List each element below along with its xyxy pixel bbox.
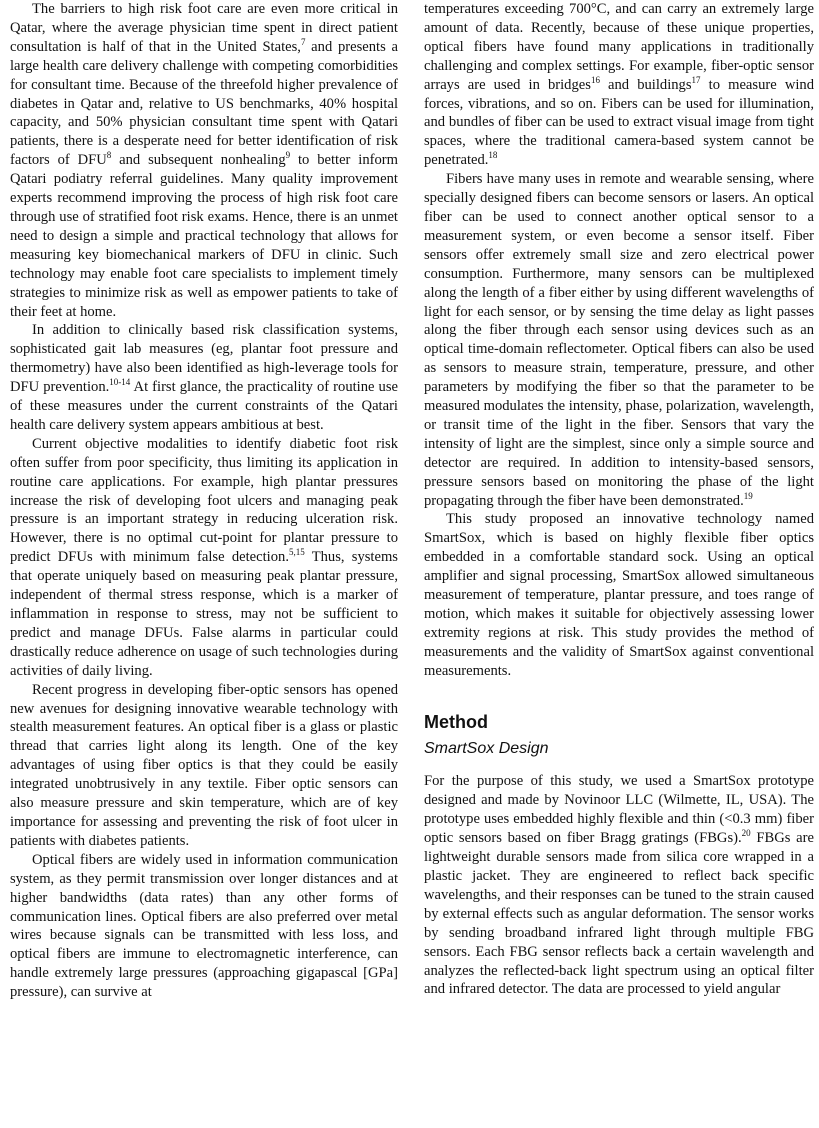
section-heading: Method xyxy=(424,711,488,732)
paragraph: Optical fibers are widely used in information communication system, as they permit transmission over longer distances and at higher bandwidths (data rates) than any other forms of communication lines. Optical fibers are also preferred over metal wires because signals can be transmitted with less loss, and optical fibers are immune to electromagnetic interference, can handle extremely large pressures (approaching gigapascal [GPa] pressure), can survive at xyxy=(10,851,398,1001)
citation: 19 xyxy=(743,490,753,501)
citation: 8 xyxy=(106,150,112,161)
right-column xyxy=(424,0,814,999)
paragraph: In addition to clinically based risk classification systems, sophisticated gait lab measures (eg, plantar foot pressure and thermometry) have also been identified as high-leverage tools for DFU prevention.$^{10-14}$ At first glance, the practicality of routine use of these measures under the current constraints of the Qatari health care delivery system appears ambitious at best. xyxy=(10,322,398,433)
paragraph: This study proposed an innovative technology named SmartSox, which is based on highly flexible fiber optics embedded in a comfortable standard sock. Using an optical amplifier and signal processing, SmartSox allowed simultaneous measurement of temperature, plantar pressure, and toes range of motion, which makes it suitable for objectively assessing lower extremity regions at risk. This study provides the method of measurements and the validity of SmartSox against conventional measurements. xyxy=(424,511,814,679)
citation: 10-14 xyxy=(109,377,131,388)
citation: 17 xyxy=(691,74,701,85)
left-column xyxy=(10,0,398,1002)
citation: 20 xyxy=(741,828,751,839)
citation: 7 xyxy=(300,36,306,47)
paragraph: Fibers have many uses in remote and wearable sensing, where specially designed fibers can become sensors or lasers. An optical fiber can be used to connect another optical sensor to a measurement system, or even become a sensor itself. Fiber sensors offer extremely small size and zero electrical power consumption. Furthermore, many sensors can be multiplexed along the length of a fiber either by using different wavelengths of light for each sensor, or by sensing the time delay as light passes along the fiber through each sensor using devices such as an optical time-domain reflectometer. Optical fibers can also be used as sensors to measure strain, temperature, pressure, and other parameters by modifying the fiber so that the parameter to be measured modulates the intensity, phase, polarization, wavelength, or transit time of the light in the fiber. Sensors that vary the intensity of light are the simplest, since only a simple source and detector are required. In addition to intensity-based sensors, pressure sensors based on monitoring the phase of the light propagating through the fiber have been demonstrated.$^{19}$ xyxy=(424,171,814,509)
subsection-heading: SmartSox Design xyxy=(424,739,549,757)
paragraph: Current objective modalities to identify diabetic foot risk often suffer from poor specificity, thus limiting its application in routine care applications. For example, high plantar pressures increase the risk of developing foot ulcers and managing peak pressure is an important strategy in reducing ulceration risk. However, there is no optimal cut-point for plantar pressure to predict DFUs with minimum false detection.$^{5,15}$ Thus, systems that operate uniquely based on measuring peak plantar pressure, independent of thermal stress response, which is a marker of inflammation in response to stress, may not be sufficient to predict and manage DFUs. False alarms in particular could drastically reduce adherence on usage of such technologies during activities of daily living. xyxy=(10,435,398,679)
citation: 9 xyxy=(285,150,291,161)
paragraph: For the purpose of this study, we used a SmartSox prototype designed and made by Novinoor LLC (Wilmette, IL, USA). The prototype uses embedded highly flexible and thin (<0.3 mm) fiber optic sensors based on fiber Bragg gratings (FBGs).$^{20}$ FBGs are lightweight durable sensors made from silica core wrapped in a plastic jacket. They are engineered to reflect back specific wavelengths, and their responses can be tuned to the strain caused by external effects such as angular deformation. The sensor works by sending broadband infrared light through multiple FBG sensors. Each FBG sensor reflects back a certain wavelength and analyzes the reflected-back light spectrum using an optical filter and infrared detector. The data are processed to yield angular xyxy=(424,773,814,998)
paragraph: temperatures exceeding 700°C, and can carry an extremely large amount of data. Recently, because of these unique properties, optical fibers have found many applications in traditionally challenging and complex settings. For example, fiber-optic sensor arrays are used in bridges$^{16}$ and buildings$^{17}$ to measure wind forces, vibrations, and so on. Fibers can be used for illumination, and bundles of fiber can be used to extract visual image from tight spaces, where the traditional camera-based system cannot be penetrated.$^{18}$ xyxy=(424,1,815,169)
citation: 16 xyxy=(590,74,600,85)
paragraph: The barriers to high risk foot care are even more critical in Qatar, where the average physician time spent in direct patient consultation is half of that in the United States,$^7$ and presents a large health care delivery challenge with competing comorbidities for consultant time. Because of the threefold higher prevalence of diabetes in Qatar and, relative to US benchmarks, 40% hospital capacity, and 50% physician consultant time spent with Qatari patients, there is a desperate need for better identification of risk factors of DFU$^8$ and subsequent nonhealing$^9$ to better inform Qatari podiatry referral guidelines. Many quality improvement experts recommend improving the process of high risk foot care through use of stratified foot risk exams. Hence, there is an unmet need to design a simple and practical technology that allows for measuring key biomechanical markers of DFU in clinic. Such technology may enable foot care specialists to implement timely strategies to minimize risk as well as empower patients to take of their feet at home. xyxy=(10,1,398,320)
citation: 5,15 xyxy=(288,547,305,558)
citation: 18 xyxy=(488,150,498,161)
paragraph: Recent progress in developing fiber-optic sensors has opened new avenues for designing innovative wearable technology with stealth measurement features. An optical fiber is a glass or plastic thread that carries light along its length. One of the key advantages of using fiber optics is that they could be easily integrated unobtrusively in any textile. Fiber optic sensors can also measure pressure and skin temperature, which are of key importance for assessing and preventing the risk of foot ulcer in patients with diabetes patients. xyxy=(10,681,398,849)
